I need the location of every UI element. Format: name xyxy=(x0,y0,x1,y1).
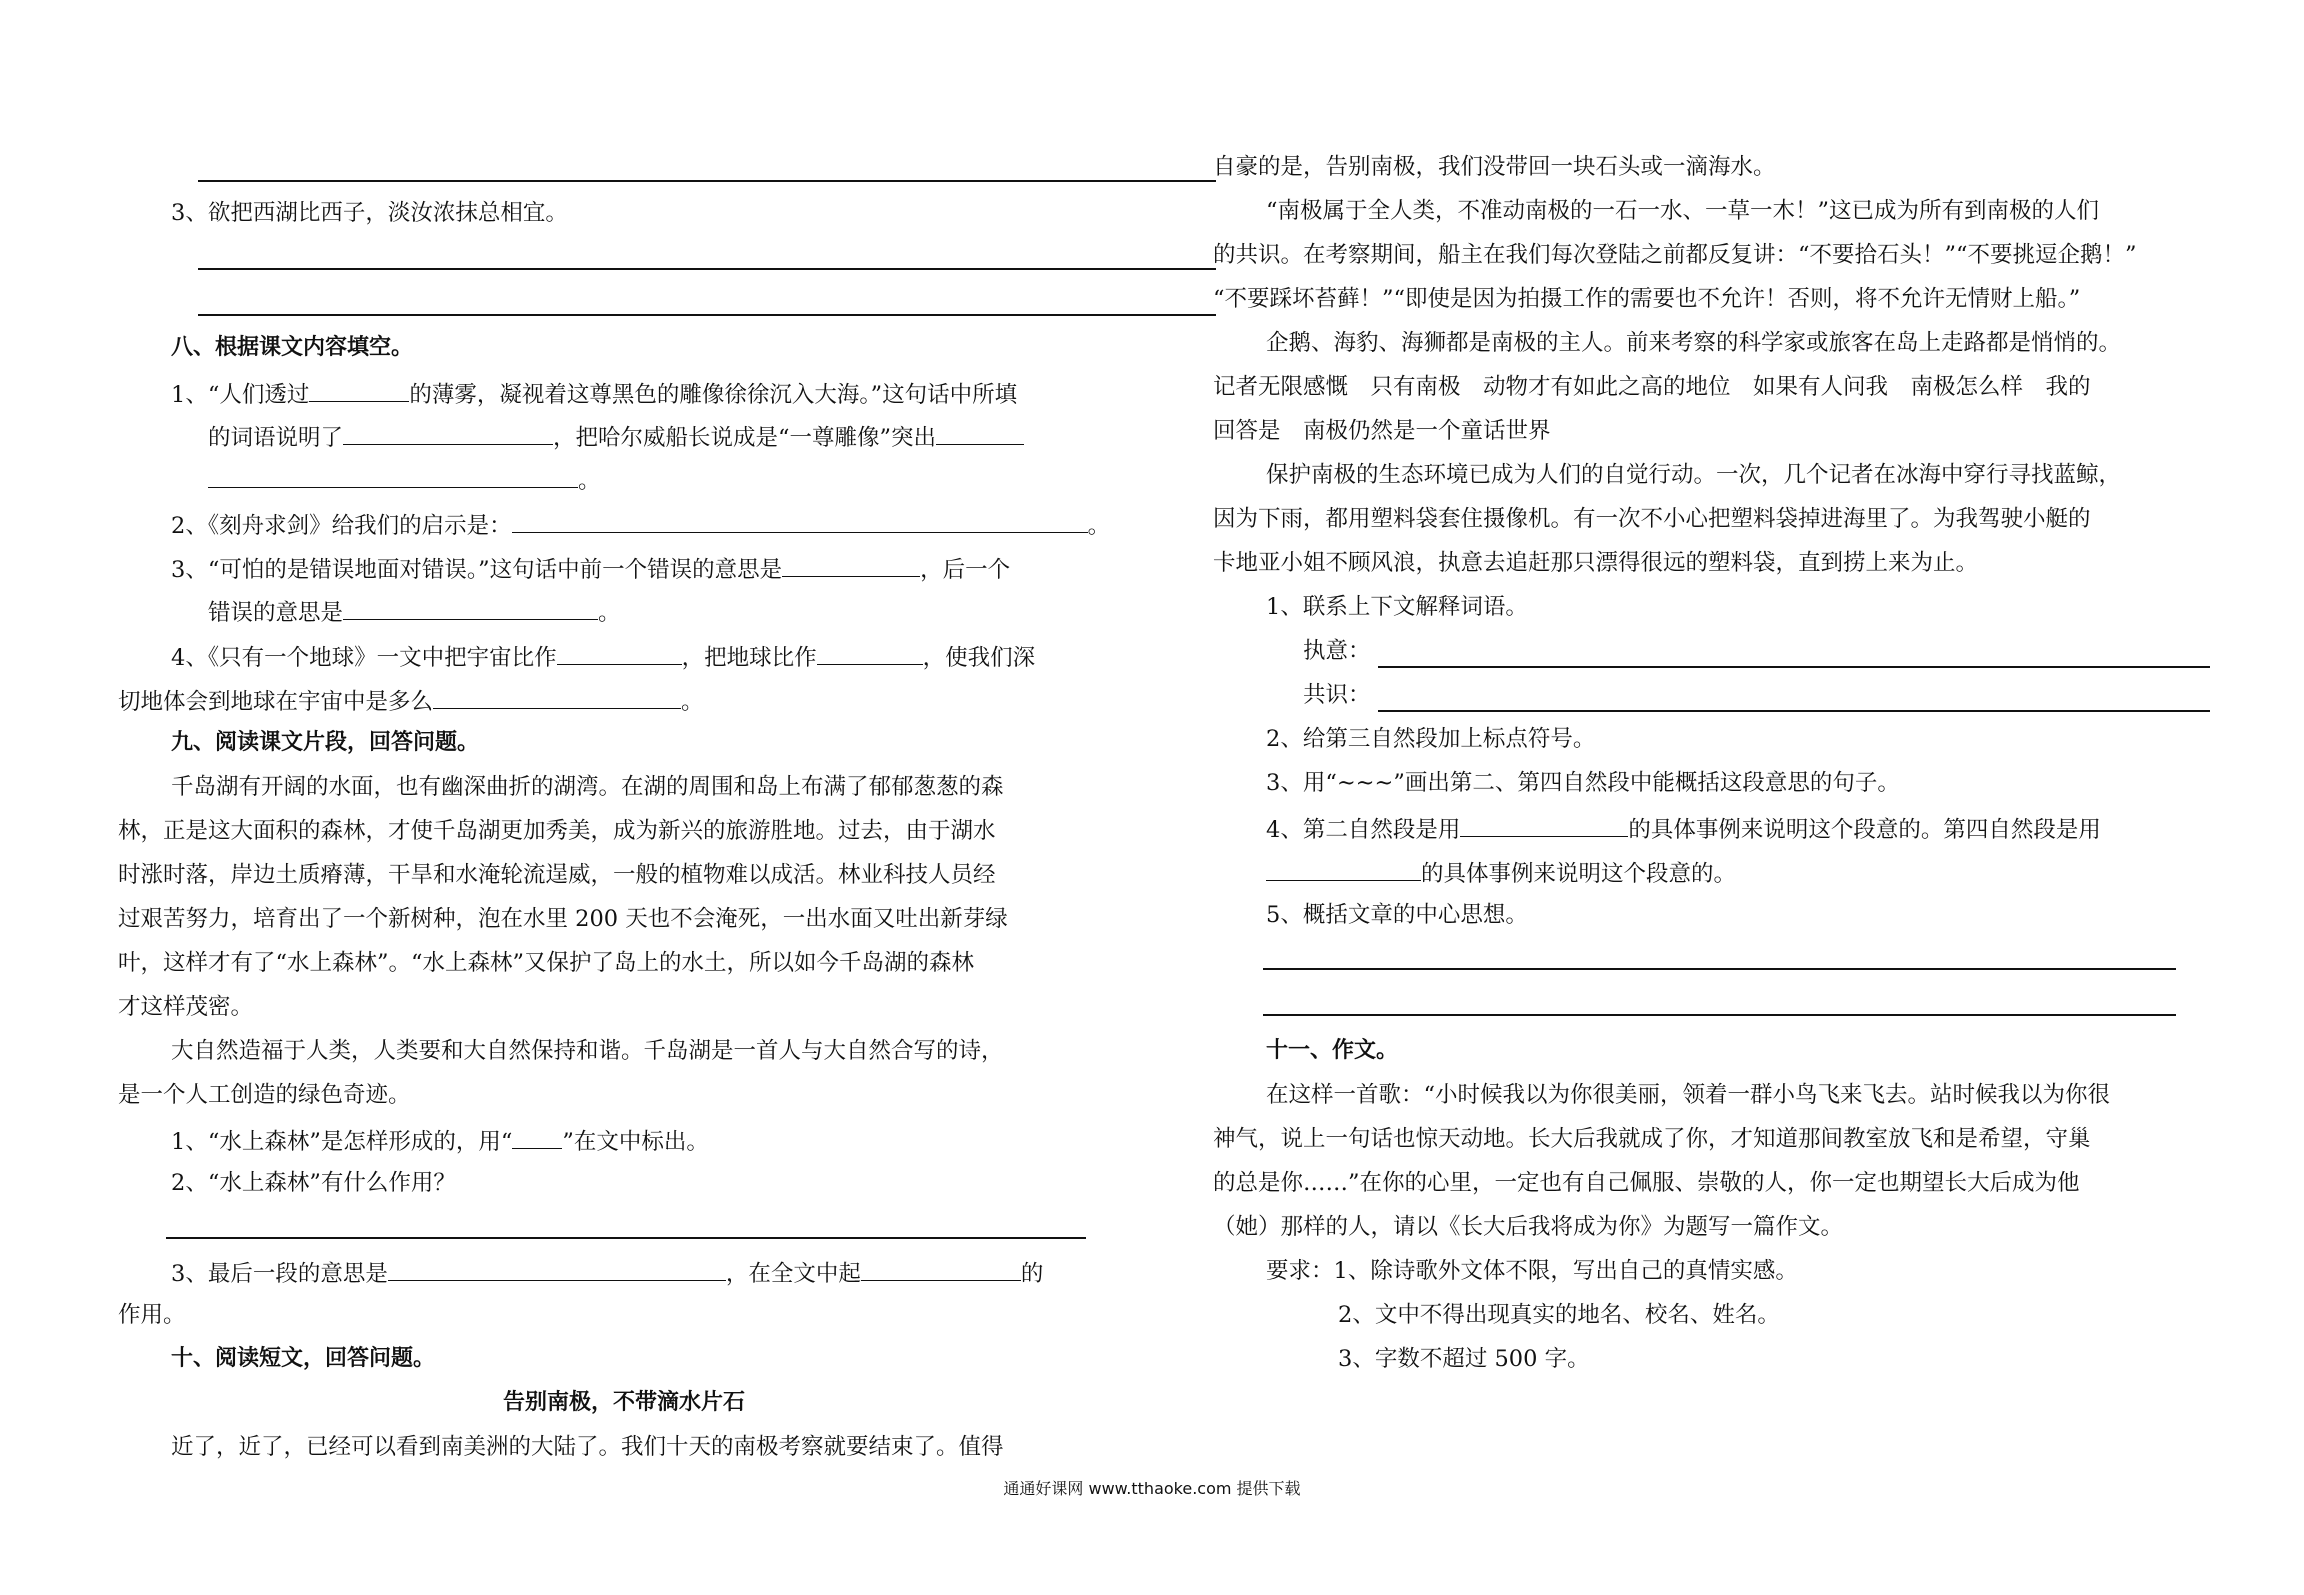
question-8-4-cont xyxy=(118,684,704,717)
question-8-2 xyxy=(171,508,1110,541)
question-10-2: 2、给第三自然段加上标点符号。 xyxy=(1266,726,1596,752)
question-8-3-cont xyxy=(208,595,621,628)
question-7-3: 3、欲把西湖比西子，淡汝浓抹总相宜。 xyxy=(171,200,568,226)
question-10-1-b: 共识： xyxy=(1303,682,1371,708)
passage-line: 时涨时落，岸边土质瘠薄，干旱和水淹轮流逞威，一般的植物难以成活。林业科技人员经 xyxy=(118,862,996,888)
blank[interactable] xyxy=(343,420,553,445)
blank[interactable] xyxy=(782,552,920,577)
blank[interactable] xyxy=(512,508,1088,533)
passage-line: 林，正是这大面积的森林，才使千岛湖更加秀美，成为新兴的旅游胜地。过去，由于湖水 xyxy=(118,818,996,844)
passage-line: 回答是 南极仍然是一个童话世界 xyxy=(1213,418,1551,444)
section-10-title: 十、阅读短文，回答问题。 xyxy=(171,1346,436,1371)
section-11-title: 十一、作文。 xyxy=(1266,1038,1399,1063)
answer-line[interactable] xyxy=(198,180,1216,182)
question-10-4 xyxy=(1266,812,2101,845)
question-8-1-cont xyxy=(208,420,1024,453)
text: 的 xyxy=(1020,1261,1044,1287)
text: 的具体事例来说明这个段意的。 xyxy=(1421,861,1737,887)
text: 。 xyxy=(578,468,601,494)
blank[interactable] xyxy=(343,595,598,620)
question-9-1 xyxy=(171,1124,709,1157)
composition-line: （她）那样的人，请以《长大后我将成为你》为题写一篇作文。 xyxy=(1213,1214,1844,1240)
question-8-1 xyxy=(171,377,1017,410)
answer-line[interactable] xyxy=(1378,710,2210,712)
passage-line: 企鹅、海豹、海狮都是南极的主人。前来考察的科学家或旅客在岛上走路都是悄悄的。 xyxy=(1266,330,2122,356)
passage-line: 卡地亚小姐不顾风浪，执意去追赶那只漂得很远的塑料袋，直到捞上来为止。 xyxy=(1213,550,1979,576)
answer-line[interactable] xyxy=(198,268,1216,270)
question-10-1-a: 执意： xyxy=(1303,638,1371,664)
passage-line: 的共识。在考察期间，船主在我们每次登陆之前都反复讲：“不要拾石头！”“不要挑逗企鹅！” xyxy=(1213,242,2137,268)
passage-line: 是一个人工创造的绿色奇迹。 xyxy=(118,1082,411,1108)
blank[interactable] xyxy=(388,1256,726,1281)
requirement-3: 3、字数不超过 500 字。 xyxy=(1338,1346,1590,1372)
blank[interactable] xyxy=(433,684,681,709)
question-10-3: 3、用“~~~”画出第二、第四自然段中能概括这段意思的句子。 xyxy=(1266,770,1900,796)
text: 切地体会到地球在宇宙中是多么 xyxy=(118,689,434,715)
footer-credit: 通通好课网 www.tthaoke.com 提供下载 xyxy=(1003,1479,1301,1498)
blank[interactable] xyxy=(861,1256,1021,1281)
question-8-1-cont2 xyxy=(208,463,601,496)
passage-line: 自豪的是，告别南极，我们没带回一块石头或一滴海水。 xyxy=(1213,154,1776,180)
passage-line: 因为下雨，都用塑料袋套住摄像机。有一次不小心把塑料袋掉进海里了。为我驾驶小艇的 xyxy=(1213,506,2091,532)
text: 1、“人们透过 xyxy=(171,382,310,408)
blank[interactable] xyxy=(1460,812,1628,837)
text: ，把地球比作 xyxy=(681,645,817,671)
passage-line: 才这样茂密。 xyxy=(118,994,254,1020)
question-10-4-cont xyxy=(1266,856,1736,889)
text: 1、“水上森林”是怎样形成的，用“ xyxy=(171,1129,513,1155)
blank[interactable] xyxy=(309,377,409,402)
passage-line: 近了，近了，已经可以看到南美洲的大陆了。我们十天的南极考察就要结束了。值得 xyxy=(171,1434,1004,1460)
text: 。 xyxy=(1087,513,1111,539)
passage-line: 保护南极的生态环境已成为人们的自觉行动。一次，几个记者在冰海中穿行寻找蓝鲸， xyxy=(1266,462,2122,488)
question-10-5: 5、概括文章的中心思想。 xyxy=(1266,902,1528,928)
section-8-title: 八、根据课文内容填空。 xyxy=(171,335,414,360)
blank[interactable] xyxy=(1266,856,1421,881)
text: ”在文中标出。 xyxy=(562,1129,709,1155)
composition-line: 在这样一首歌：“小时候我以为你很美丽，领着一群小鸟飞来飞去。站时候我以为你很 xyxy=(1266,1082,2111,1108)
answer-line[interactable] xyxy=(166,1237,1086,1239)
passage-line: 叶，这样才有了“水上森林”。“水上森林”又保护了岛上的水土，所以如今千岛湖的森林 xyxy=(118,950,975,976)
text: 2、《刻舟求剑》给我们的启示是： xyxy=(171,513,512,539)
question-9-2: 2、“水上森林”有什么作用？ xyxy=(171,1170,456,1196)
requirement-1: 要求：1、除诗歌外文体不限，写出自己的真情实感。 xyxy=(1266,1258,1798,1284)
passage-line: “南极属于全人类，不准动南极的一石一水、一草一木！”这已成为所有到南极的人们 xyxy=(1266,198,2100,224)
requirement-2: 2、文中不得出现真实的地名、校名、姓名。 xyxy=(1338,1302,1780,1328)
text: ，在全文中起 xyxy=(725,1261,861,1287)
question-10-1: 1、联系上下文解释词语。 xyxy=(1266,594,1528,620)
passage-line: 过艰苦努力，培育出了一个新树种，泡在水里 200 天也不会淹死，一出水面又吐出新芽绿 xyxy=(118,906,1008,932)
text: 的薄雾，凝视着这尊黑色的雕像徐徐沉入大海。”这句话中所填 xyxy=(409,382,1018,408)
blank[interactable] xyxy=(208,463,578,488)
text: 。 xyxy=(681,689,704,715)
text: 3、“可怕的是错误地面对错误。”这句话中前一个错误的意思是 xyxy=(171,557,783,583)
story-title: 告别南极，不带滴水片石 xyxy=(503,1390,746,1415)
blank[interactable] xyxy=(817,640,923,665)
text: ，把哈尔威船长说成是“一尊雕像”突出 xyxy=(553,425,937,451)
blank[interactable] xyxy=(936,420,1024,445)
question-8-4 xyxy=(171,640,1035,673)
passage-line: 记者无限感慨 只有南极 动物才有如此之高的地位 如果有人问我 南极怎么样 我的 xyxy=(1213,374,2091,400)
text: 的词语说明了 xyxy=(208,425,344,451)
passage-line: 千岛湖有开阔的水面，也有幽深曲折的湖湾。在湖的周围和岛上布满了郁郁葱葱的森 xyxy=(171,774,1004,800)
passage-line: “不要踩坏苔藓！”“即使是因为拍摄工作的需要也不允许！否则，将不允许无情财上船。” xyxy=(1213,286,2081,312)
blank[interactable] xyxy=(512,1124,562,1149)
text: ，使我们深 xyxy=(922,645,1036,671)
answer-line[interactable] xyxy=(1263,1014,2176,1016)
text: 的具体事例来说明这个段意的。第四自然段是用 xyxy=(1628,817,2101,843)
question-8-3 xyxy=(171,552,1010,585)
text: ，后一个 xyxy=(920,557,1011,583)
answer-line[interactable] xyxy=(1378,666,2210,668)
blank[interactable] xyxy=(557,640,682,665)
passage-line: 大自然造福于人类，人类要和大自然保持和谐。千岛湖是一首人与大自然合写的诗， xyxy=(171,1038,1004,1064)
question-9-3 xyxy=(171,1256,1043,1289)
text: 4、《只有一个地球》一文中把宇宙比作 xyxy=(171,645,557,671)
text: 。 xyxy=(598,600,621,626)
answer-line[interactable] xyxy=(1263,968,2176,970)
question-9-3-cont: 作用。 xyxy=(118,1302,186,1328)
text: 4、第二自然段是用 xyxy=(1266,817,1461,843)
composition-line: 神气，说上一句话也惊天动地。长大后我就成了你，才知道那间教室放飞和是希望，守巢 xyxy=(1213,1126,2091,1152)
text: 3、最后一段的意思是 xyxy=(171,1261,388,1287)
text: 错误的意思是 xyxy=(208,600,344,626)
answer-line[interactable] xyxy=(198,314,1216,316)
composition-line: 的总是你……”在你的心里，一定也有自己佩服、崇敬的人，你一定也期望长大后成为他 xyxy=(1213,1170,2080,1196)
section-9-title: 九、阅读课文片段，回答问题。 xyxy=(171,730,480,755)
